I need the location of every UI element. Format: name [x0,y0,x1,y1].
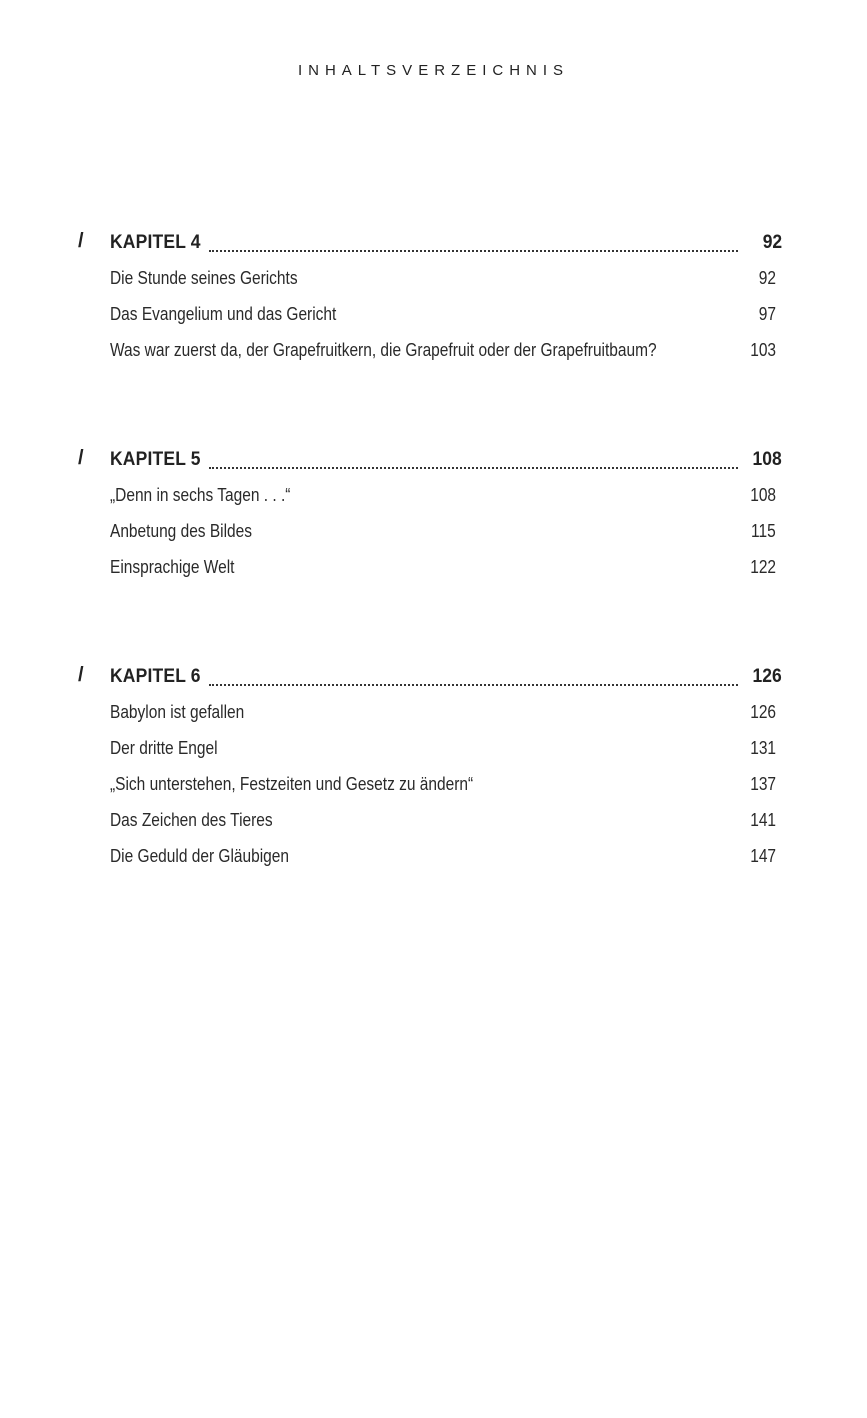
entry-title: Einsprachige Welt [110,557,235,577]
toc-entry[interactable] [78,838,788,874]
toc-entry[interactable] [78,332,788,368]
entry-page-number: 147 [750,846,776,866]
entry-title: Was war zuerst da, der Grapefruitkern, die Grapefruit oder der Grapefruitbaum? [110,340,657,360]
chapter-title: KAPITEL 6 [110,666,201,687]
toc-entry[interactable] [78,549,788,585]
entry-title: Babylon ist gefallen [110,702,245,722]
toc-entry[interactable] [78,260,788,296]
chapter-heading[interactable] [78,447,788,477]
entry-page-number: 131 [750,738,776,758]
chapter-page-number: 92 [762,232,782,253]
entry-page-number: 137 [750,774,776,794]
chapter-page-number: 108 [752,449,782,470]
dot-leader [209,250,738,252]
toc-entry[interactable] [78,802,788,838]
entry-title: Der dritte Engel [110,738,218,758]
chapter-marker: / [78,447,84,469]
entry-page-number: 126 [750,702,776,722]
entry-title: „Sich unterstehen, Festzeiten und Gesetz zu ändern“ [110,774,474,794]
entry-title: „Denn in sechs Tagen . . .“ [110,485,291,505]
entry-page-number: 122 [750,557,776,577]
entry-page-number: 141 [750,810,776,830]
entry-title: Die Stunde seines Gerichts [110,268,298,288]
chapter-heading[interactable] [78,664,788,694]
chapter-page-number: 126 [752,666,782,687]
entry-page-number: 108 [750,485,776,505]
toc-entry[interactable] [78,477,788,513]
chapter-title: KAPITEL 4 [110,232,201,253]
entry-title: Anbetung des Bildes [110,521,253,541]
entry-page-number: 97 [758,304,776,324]
toc-entry[interactable] [78,694,788,730]
toc-entry[interactable] [78,513,788,549]
chapter-title: KAPITEL 5 [110,449,201,470]
toc-entry[interactable] [78,730,788,766]
chapter-section [78,230,788,368]
dot-leader [209,684,738,686]
toc-entry[interactable] [78,766,788,802]
chapter-marker: / [78,230,84,252]
entry-page-number: 103 [750,340,776,360]
chapter-marker: / [78,664,84,686]
entry-page-number: 115 [751,521,776,541]
entry-title: Das Zeichen des Tieres [110,810,273,830]
entry-title: Die Geduld der Gläubigen [110,846,290,866]
chapter-section [78,664,788,874]
chapter-section [78,447,788,585]
dot-leader [209,467,738,469]
running-header: INHALTSVERZEICHNIS [297,62,570,79]
entry-title: Das Evangelium und das Gericht [110,304,337,324]
entry-page-number: 92 [758,268,776,288]
toc-entry[interactable] [78,296,788,332]
chapter-heading[interactable] [78,230,788,260]
